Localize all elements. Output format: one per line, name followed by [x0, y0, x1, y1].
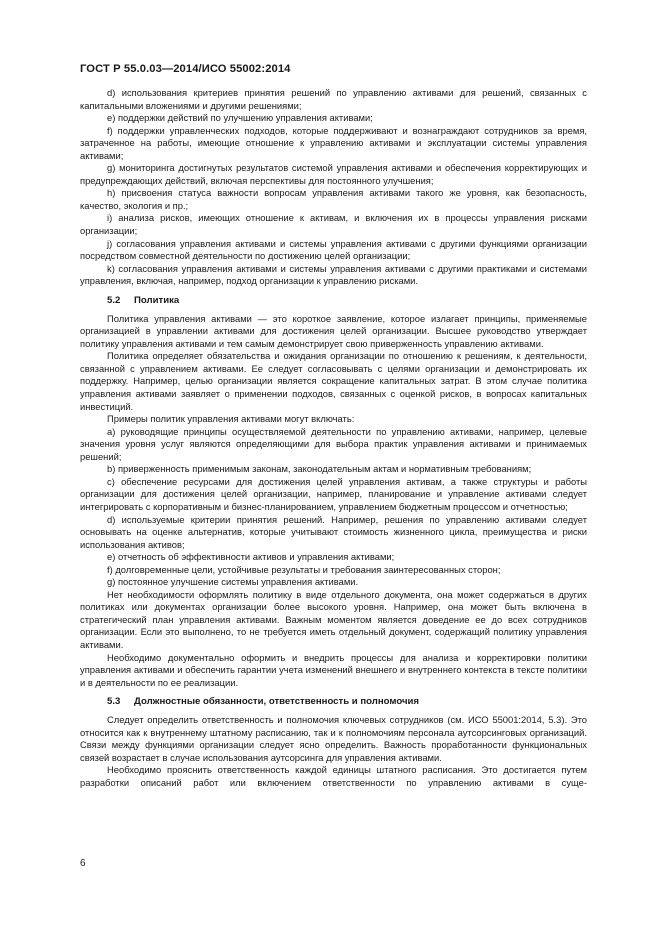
list-item: k) согласования управления активами и системы управления активами с другими практиками и системами управления, включая, например, подход организации к управлению рисками.: [80, 262, 587, 287]
list-item: b) приверженность применимым законам, законодательным актам и нормативным требованиям;: [107, 463, 532, 475]
document-header: ГОСТ Р 55.0.03—2014/ИСО 55002:2014: [80, 63, 291, 75]
list-item: j) согласования управления активами и системы управления активами с другими функциями организации посредством совместной деятельности по достижению целей организации;: [80, 237, 587, 262]
list-item: c) обеспечение ресурсами для достижения целей управления активам, а также структуры и работы организации для достижения целей организации, например, планирование и управление активами следует интегрировать с корпоративным и бизнес-планированием, управлением бюджетным процессом и отчетностью;: [80, 475, 587, 512]
list-item: i) анализа рисков, имеющих отношение к активам, и включения их в процессы управления рисками организации;: [80, 212, 587, 237]
list-item: e) поддержки действий по улучшению управления активами;: [107, 112, 373, 124]
list-item: h) присвоения статуса важности вопросам управления активами такого же уровня, как безопасность, качество, экология и пр.;: [80, 187, 587, 211]
section-title: Должностные обязанности, ответственность и полномочия: [134, 696, 420, 708]
paragraph: Необходимо прояснить ответственность каждой единицы штатного расписания. Это достигается путем разработки описаний работ или включением ответственности по управлению активами в суще-: [80, 764, 587, 788]
list-item: a) руководящие принципы осуществляемой деятельности по управлению активами, например, целевые значения уровня услуг являются определяющими для выбора практик управления активами и принимаемых решений;: [80, 425, 587, 462]
document-body: [80, 87, 587, 789]
paragraph: Нет необходимости оформлять политику в виде отдельного документа, она может содержаться в других политиках или документах организации более высокого уровня. Например, она может быть включена в стратегический план управления активами. Важным моментом является доведение ее до всех сотрудников организации. Если это выполнено, то не требуется иметь отдельный документ, содержащий политику управления активами.: [80, 588, 587, 650]
list-item: g) мониторинга достигнутых результатов системой управления активами и обеспечения корректирующих и предупреждающих действий, включая перспективы для постоянного улучшения;: [80, 162, 587, 186]
section-heading: [80, 294, 587, 307]
section-number: 5.2: [107, 294, 121, 306]
list-item: f) поддержки управленческих подходов, которые поддерживают и вознаграждают сотрудников за время, затраченное на работы, имеющие отношение к управлению активами и эксплуатации системы управления активами;: [80, 124, 587, 161]
page-number: 6: [80, 858, 86, 869]
paragraph: Политика определяет обязательства и ожидания организации по отношению к решениям, к деятельности, связанной с управлением активами. Ее следует согласовывать с целями организации и демонстрировать их поддержку. Например, целью организации является сокращение капитальных затрат. В этом случае политика управления активами заявляет о применении подходов, связанных с оценкой рисков, в вопросах капитальных инвестиций.: [80, 350, 587, 412]
paragraph: Необходимо документально оформить и внедрить процессы для анализа и корректировки политики управления активами и обеспечить гарантии учета изменений внешнего и внутреннего контекста в тексте политики и в деятельности по ее реализации.: [80, 651, 587, 688]
list-item: f) долговременные цели, устойчивые результаты и требования заинтересованных сторон;: [107, 563, 501, 575]
paragraph: Политика управления активами — это короткое заявление, которое излагает принципы, применяемые организацией в управлении активами для достижения целей организации. Высшее руководство утверждает политику управления активами и тем самым демонстрирует свою приверженность управлению активами.: [80, 312, 587, 349]
paragraph: Примеры политик управления активами могут включать:: [107, 413, 355, 425]
section-heading: [80, 695, 587, 708]
paragraph: Следует определить ответственность и полномочия ключевых сотрудников (см. ИСО 55001:2014, 5.3). Это относится как к внутреннему штатному расписанию, так и к полномочиям персонала аутсорсинговых организаций. Связи между функциями организации следует ясно определить. Важность проработанности функциональных связей возрастает в случае использования аутсорсинга для управления активами.: [80, 714, 587, 763]
list-item: e) отчетность об эффективности активов и управления активами;: [107, 551, 395, 563]
section-title: Политика: [134, 294, 180, 306]
list-item: d) использования критериев принятия решений по управлению активами для решений, связанных с капитальными вложениями и другими решениями;: [80, 87, 587, 111]
section-number: 5.3: [107, 696, 121, 708]
list-item: g) постоянное улучшение системы управления активами.: [107, 576, 359, 588]
list-item: d) используемые критерии принятия решений. Например, решения по управлению активами следует основывать на оценке альтернатив, которые учитывают стоимость жизненного цикла, преимущества и риски использования активов;: [80, 513, 587, 550]
